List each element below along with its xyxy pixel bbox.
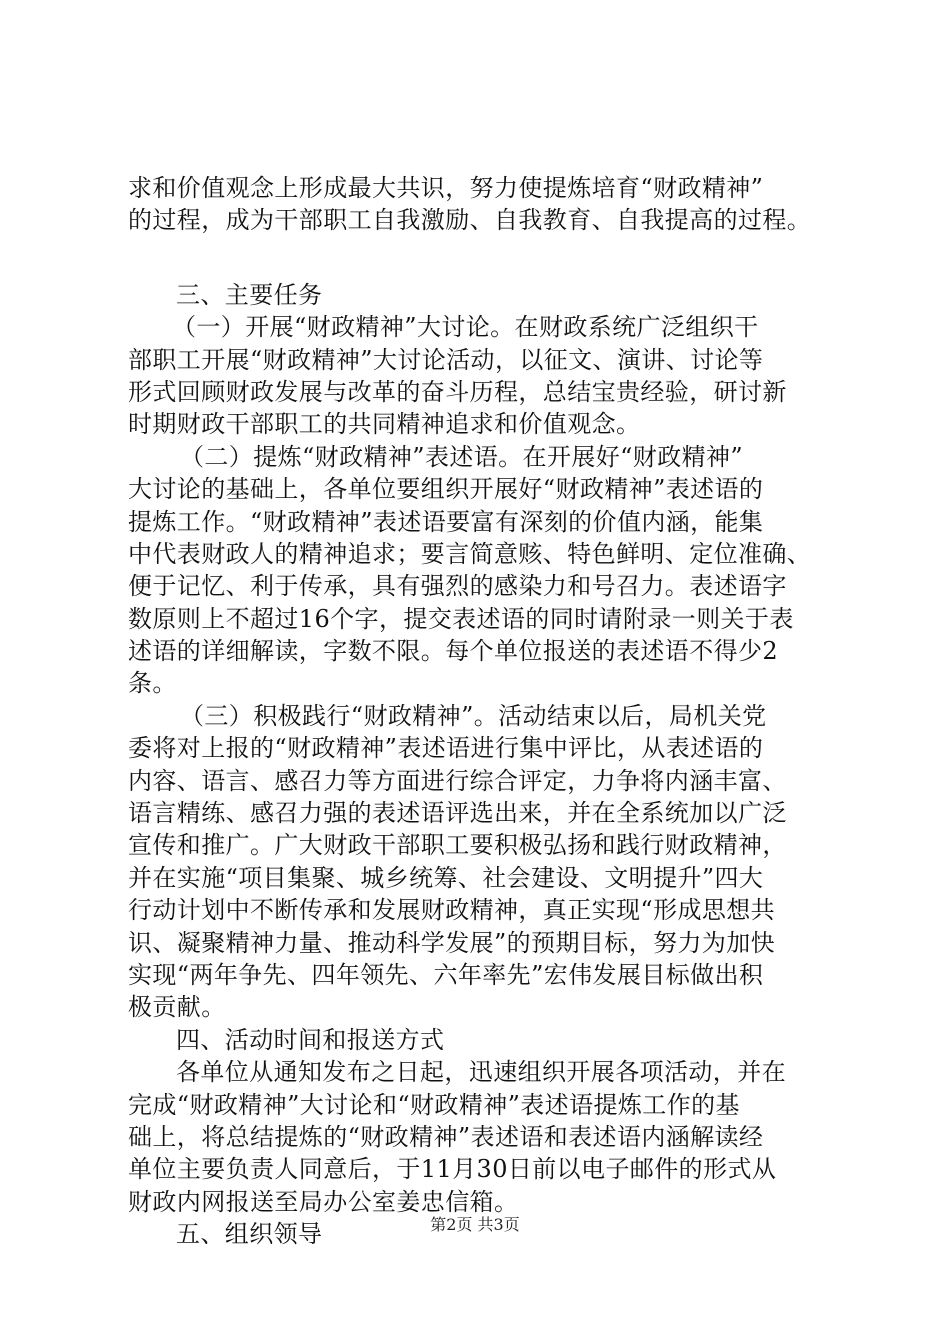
text-line: 中代表财政人的精神追求；要言简意赅、特色鲜明、定位准确、	[128, 539, 812, 568]
text-line: 识、凝聚精神力量、推动科学发展”的预期目标，努力为加快	[128, 928, 776, 957]
text-line: 求和价值观念上形成最大共识，努力使提炼培育“财政精神”	[128, 174, 764, 202]
section-heading-4: 四、活动时间和报送方式	[176, 1025, 445, 1054]
text-line: 述语的详细解读，字数不限。每个单位报送的表述语不得少2	[128, 637, 779, 666]
text-line: 内容、语言、感召力等方面进行综合评定，力争将内涵丰富、	[128, 766, 787, 795]
text-line: 础上，将总结提炼的“财政精神”表述语和表述语内涵解读经	[128, 1122, 764, 1151]
text-line: 时期财政干部职工的共同精神追求和价值观念。	[128, 410, 641, 439]
section-heading-3: 三、主要任务	[176, 280, 323, 309]
paragraph-start: （三）积极践行“财政精神”。活动结束以后，局机关党	[180, 701, 767, 730]
paragraph-start: （一）开展“财政精神”大讨论。在财政系统广泛组织干	[172, 313, 759, 342]
text-line: 便于记忆、利于传承，具有强烈的感染力和号召力。表述语字	[128, 572, 787, 601]
text-line: 极贡献。	[128, 993, 226, 1022]
text-line: 数原则上不超过16个字，提交表述语的同时请附录一则关于表	[128, 604, 794, 633]
blank-line	[128, 237, 840, 279]
text-line: 实现“两年争先、四年领先、六年率先”宏伟发展目标做出积	[128, 960, 764, 989]
paragraph-start: 各单位从通知发布之日起，迅速组织开展各项活动，并在	[176, 1058, 786, 1087]
text-line: 大讨论的基础上，各单位要组织开展好“财政精神”表述语的	[128, 475, 764, 504]
text-line: 财政内网报送至局办公室姜忠信箱。	[128, 1187, 519, 1216]
text-line: 宣传和推广。广大财政干部职工要积极弘扬和践行财政精神，	[128, 831, 787, 860]
text-line: 行动计划中不断传承和发展财政精神，真正实现“形成思想共	[128, 896, 776, 925]
text-line: 条。	[128, 669, 177, 698]
text-line: 委将对上报的“财政精神”表述语进行集中评比，从表述语的	[128, 734, 764, 763]
text-line: 语言精练、感召力强的表述语评选出来，并在全系统加以广泛	[128, 799, 787, 828]
text-line: 完成“财政精神”大讨论和“财政精神”表述语提炼工作的基	[128, 1090, 740, 1119]
section-heading-5: 五、组织领导	[176, 1220, 323, 1249]
paragraph-start: （二）提炼“财政精神”表述语。在开展好“财政精神”	[180, 442, 744, 471]
page-number-footer: 第2页 共3页	[430, 1215, 520, 1234]
text-line: 形式回顾财政发展与改革的奋斗历程，总结宝贵经验，研讨新	[128, 377, 787, 406]
text-line: 部职工开展“财政精神”大讨论活动，以征文、演讲、讨论等	[128, 345, 764, 374]
text-line: 并在实施“项目集聚、城乡统筹、社会建设、文明提升”四大	[128, 863, 764, 892]
text-line: 的过程，成为干部职工自我激励、自我教育、自我提高的过程。	[128, 206, 812, 235]
text-line: 提炼工作。“财政精神”表述语要富有深刻的价值内涵，能集	[128, 507, 764, 536]
document-body	[128, 172, 840, 1251]
text-line: 单位主要负责人同意后，于11月30日前以电子邮件的形式从	[128, 1155, 777, 1184]
